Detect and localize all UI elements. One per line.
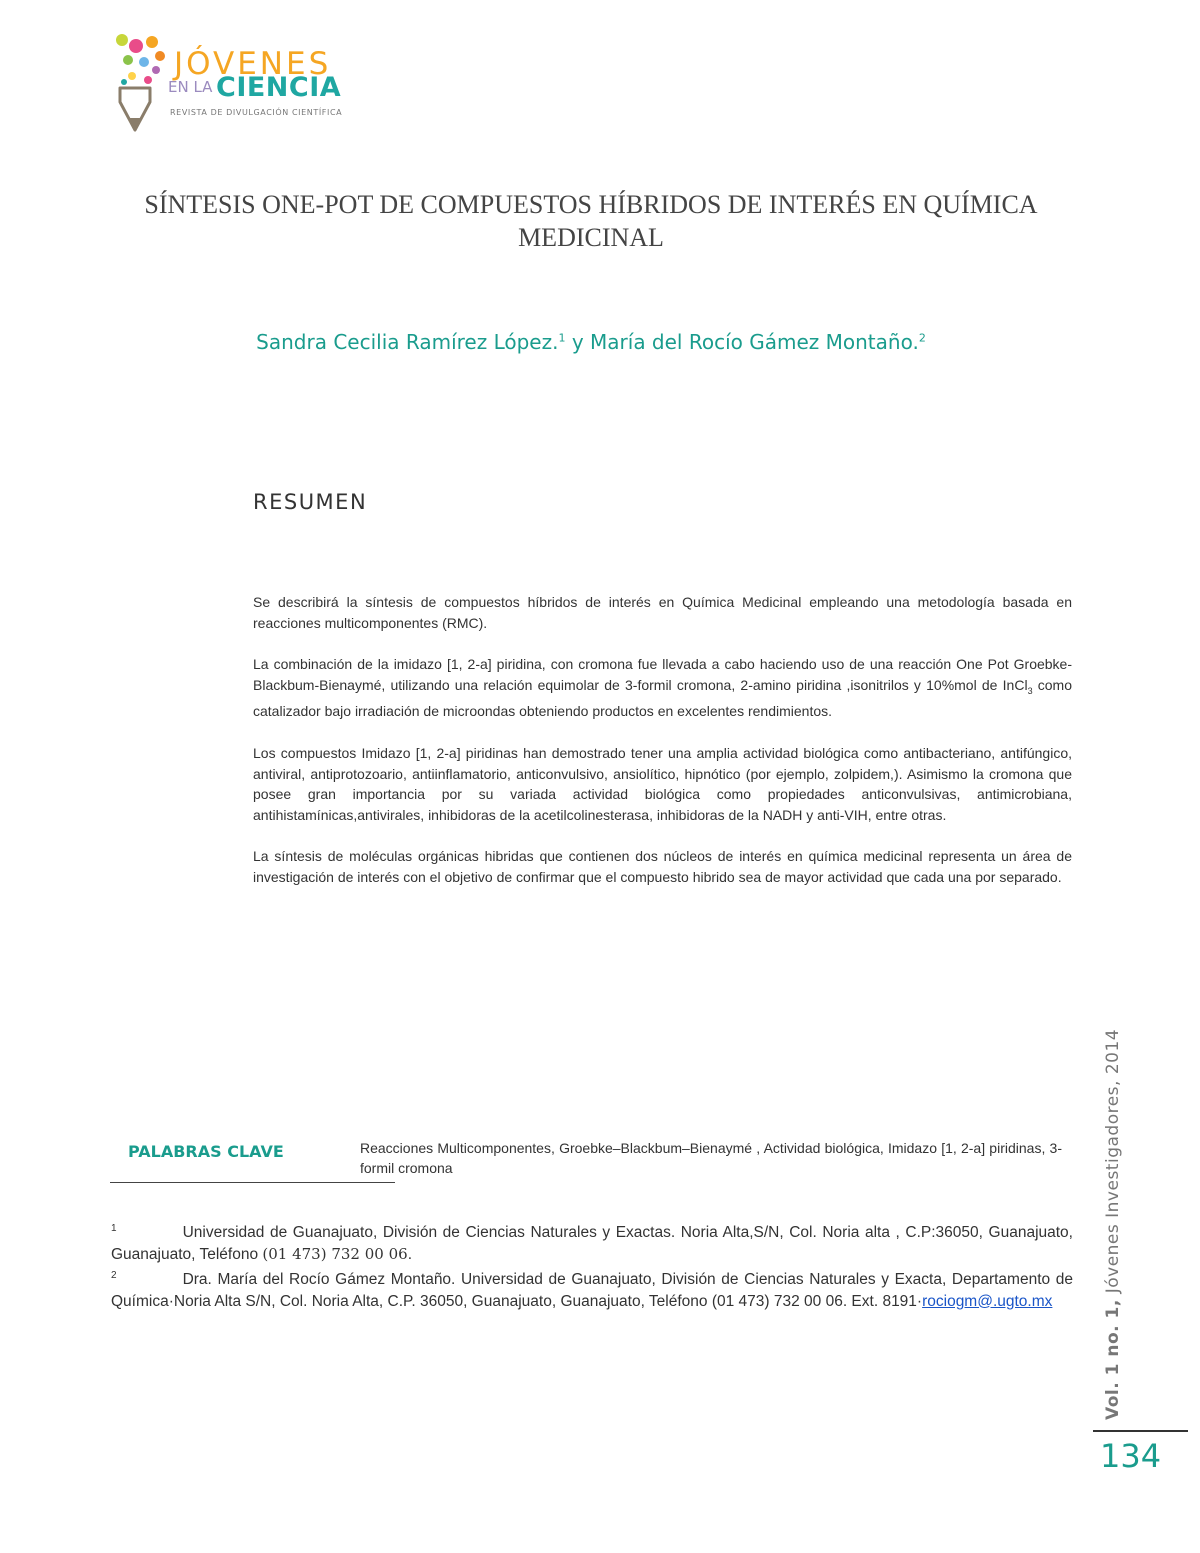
footnote-1-text: Universidad de Guanajuato, División de Ciencias Naturales y Exactas. Noria Alta,S/N, Col. Noria alta , C.P:36050, Guanajuato, Guanajuato, Teléfono: [111, 1224, 1073, 1263]
page-number: 134: [1100, 1437, 1162, 1475]
abstract-body: [253, 592, 1072, 909]
abstract-paragraph-2-end: como catalizador bajo irradiación de microondas obteniendo productos en excelentes rendimientos.: [253, 676, 1073, 720]
footnote-1: [111, 1218, 1073, 1265]
logo-tagline: REVISTA DE DIVULGACIÓN CIENTÍFICA: [170, 108, 343, 117]
author-1: Sandra Cecilia Ramírez López.: [256, 330, 559, 354]
footnote-2: [111, 1265, 1073, 1312]
footnote-2-number: 2: [111, 1270, 117, 1281]
author-email-link[interactable]: rociogm@.ugto.mx: [922, 1292, 1053, 1310]
abstract-paragraph-2: [253, 654, 1072, 722]
author-line: [110, 330, 1072, 354]
incl3-subscript: 3: [1027, 685, 1033, 696]
page-number-rule: [1093, 1430, 1188, 1432]
abstract-paragraph-2-start: La combinación de la imidazo [1, 2-a] piridina, con cromona fue llevada a cabo haciendo uso de una reacción One Pot Groebke-Blackbum-Bienaymé, utilizando una relación equimolar de 3-formil cromona, 2-amino piridina ,isonitrilos y 10%mol de InCl: [253, 656, 1072, 693]
footnotes: [111, 1218, 1073, 1312]
abstract-paragraph-1: Se describirá la síntesis de compuestos híbridos de interés en Química Medicinal empleando una metodología basada en reacciones multicomponentes (RMC).: [253, 594, 1072, 631]
logo-ciencia: CIENCIA: [216, 72, 342, 103]
journal-logo: [112, 30, 352, 134]
footnote-1-number: 1: [111, 1223, 117, 1234]
footnote-2-text: Dra. María del Rocío Gámez Montaño. Universidad de Guanajuato, División de Ciencias Naturales y Exacta, Departamento de Química·Noria Alta S/N, Col. Noria Alta, C.P. 36050, Guanajuato, Guanajuato, Teléfono (01 473) 732 00 06. Ext. 8191·: [111, 1271, 1073, 1310]
logo-jovenes: JÓVENES: [174, 46, 332, 82]
volume-label: Vol. 1 no. 1,: [1103, 1299, 1123, 1420]
footnote-1-end: .: [407, 1245, 413, 1263]
abstract-paragraph-3: Los compuestos Imidazo [1, 2-a] piridinas han demostrado tener una amplia actividad biológica como antibacteriano, antifúngico, antiviral, antiprotozoario, antiinflamatorio, anticonvulsivo, ansiolítico, hipnótico (por ejemplo, zolpidem,). Asimismo la cromona que posee gran importancia por su variada actividad biológica como propiedades anticonvulsivas, antimicrobiana, antihistamínicas,antivirales, inhibidoras de la acetilcolinesterasa, inhibidoras de la NADH y anti-VIH, entre otras.: [253, 744, 1072, 824]
author-2: María del Rocío Gámez Montaño.: [590, 330, 919, 354]
author-1-affiliation: 1: [558, 331, 566, 345]
journal-volume-note: [1103, 1029, 1123, 1420]
footnote-separator: [110, 1182, 395, 1183]
keywords-text: Reacciones Multicomponentes, Groebke–Blackbum–Bienaymé , Actividad biológica, Imidazo [1, 2-a] piridinas, 3-formil cromona: [360, 1140, 1062, 1176]
title-line-2: MEDICINAL: [518, 223, 664, 252]
keywords-label: PALABRAS CLAVE: [128, 1142, 284, 1161]
paper-title: [110, 188, 1072, 254]
footnote-1-phone: (01 473) 732 00 06: [262, 1244, 408, 1263]
abstract-paragraph-4: La síntesis de moléculas orgánicas hibridas que contienen dos núcleos de interés en química medicinal representa un área de investigación de interés con el objetivo de confirmar que el compuesto hibrido sea de mayor actividad que cada una por separado.: [253, 848, 1072, 886]
logo-en-la: EN LA: [168, 78, 213, 96]
abstract-heading: RESUMEN: [253, 490, 368, 514]
author-2-affiliation: 2: [918, 331, 926, 345]
author-connector: y: [565, 330, 591, 354]
title-line-1: SÍNTESIS ONE-POT DE COMPUESTOS HÍBRIDOS DE INTERÉS EN QUÍMICA: [144, 190, 1038, 219]
journal-name-year: Jóvenes Investigadores, 2014: [1103, 1028, 1123, 1300]
